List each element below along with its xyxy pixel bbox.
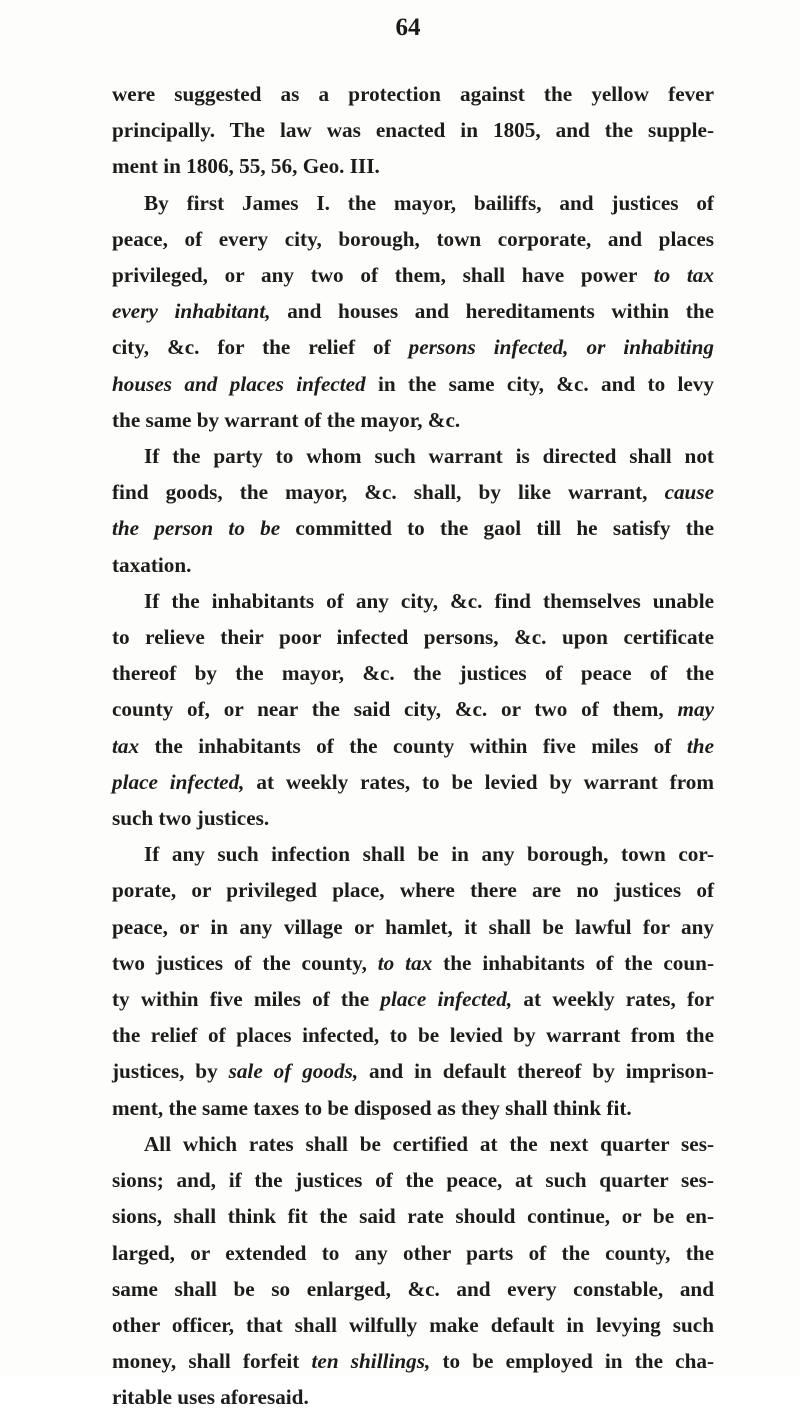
text-run: All which rates shall be certified at the next quarter ses- <box>144 1131 714 1156</box>
text-line <box>112 221 714 257</box>
text-run: the inhabitants of the county within five miles of <box>139 733 687 758</box>
text-run: the inhabitants of the coun- <box>432 950 714 975</box>
text-run: peace, or in any village or hamlet, it shall be lawful for any <box>112 914 714 939</box>
text-line <box>112 836 714 872</box>
text-line <box>112 1343 714 1379</box>
text-line <box>112 76 714 112</box>
text-line <box>112 800 714 836</box>
text-run: to be employed in the cha- <box>430 1349 714 1374</box>
text-run: money, shall forfeit <box>112 1349 312 1374</box>
text-run: If any such infection shall be in any borough, town cor- <box>144 842 714 867</box>
text-line <box>112 728 714 764</box>
italic-text: the person to be <box>112 516 281 541</box>
text-run: county of, or near the said city, &c. or two of them, <box>112 697 678 722</box>
text-line <box>112 366 714 402</box>
text-line <box>112 547 714 583</box>
text-line <box>112 1235 714 1271</box>
text-run: to relieve their poor infected persons, &c. upon certificate <box>112 625 714 650</box>
text-run: the relief of places infected, to be levied by warrant from the <box>112 1023 714 1048</box>
text-line <box>112 329 714 365</box>
text-line <box>112 1126 714 1162</box>
text-line <box>112 474 714 510</box>
text-line <box>112 1198 714 1234</box>
italic-text: tax <box>112 733 140 758</box>
text-run: If the inhabitants of any city, &c. find themselves unable <box>144 588 714 613</box>
text-run: and in default thereof by imprison- <box>358 1059 714 1084</box>
italic-text: ten shillings, <box>311 1349 431 1374</box>
italic-text: persons infected, or inhabiting <box>408 335 715 360</box>
italic-text: place infected, <box>112 769 245 794</box>
text-line <box>112 981 714 1017</box>
text-line <box>112 583 714 619</box>
text-run: larged, or extended to any other parts of the county, the <box>112 1240 714 1265</box>
text-line <box>112 185 714 221</box>
text-run: peace, of every city, borough, town corporate, and places <box>112 226 714 251</box>
text-run: ty within five miles of the <box>112 987 381 1012</box>
text-run: justices, by <box>112 1059 229 1084</box>
text-line <box>112 691 714 727</box>
italic-text: the <box>686 733 714 758</box>
page-number: 64 <box>395 14 421 41</box>
text-run: city, &c. for the relief of <box>112 335 409 360</box>
text-run: such two justices. <box>112 806 270 831</box>
text-line <box>112 510 714 546</box>
italic-text: to tax <box>653 263 714 288</box>
italic-text: houses and places infected <box>112 371 366 396</box>
text-run: sions, shall think fit the said rate should continue, or be en- <box>112 1204 714 1229</box>
text-run: find goods, the mayor, &c. shall, by like warrant, <box>112 480 665 505</box>
text-line <box>112 945 714 981</box>
text-line <box>112 655 714 691</box>
text-line <box>112 438 714 474</box>
text-run: in the same city, &c. and to levy <box>365 371 714 396</box>
body-text <box>112 76 714 1416</box>
italic-text: sale of goods, <box>228 1059 359 1084</box>
text-line <box>112 402 714 438</box>
text-run: By first James I. the mayor, bailiffs, and justices of <box>144 190 714 215</box>
text-line <box>112 619 714 655</box>
text-run: committed to the gaol till he satisfy the <box>280 516 714 541</box>
text-line <box>112 1379 714 1415</box>
text-line <box>112 1271 714 1307</box>
italic-text: place infected, <box>380 987 513 1012</box>
text-run: were suggested as a protection against the yellow fever <box>112 82 714 106</box>
text-line <box>112 1162 714 1198</box>
italic-text: cause <box>664 480 714 505</box>
text-run: and houses and hereditaments within the <box>270 299 715 324</box>
text-line <box>112 148 714 184</box>
text-run: porate, or privileged place, where there are no justices of <box>112 878 714 903</box>
text-run: same shall be so enlarged, &c. and every constable, and <box>112 1276 714 1301</box>
text-line <box>112 1307 714 1343</box>
italic-text: may <box>677 697 714 722</box>
text-run: ment, the same taxes to be disposed as they shall think fit. <box>112 1095 632 1120</box>
text-run: taxation. <box>112 552 192 577</box>
italic-text: every inhabitant, <box>112 299 271 324</box>
text-run: at weekly rates, to be levied by warrant from <box>244 769 714 794</box>
text-line <box>112 872 714 908</box>
text-line <box>112 909 714 945</box>
text-line <box>112 1017 714 1053</box>
text-line <box>112 112 714 148</box>
italic-text: to tax <box>377 950 433 975</box>
text-line <box>112 764 714 800</box>
text-run: privileged, or any two of them, shall have power <box>112 263 654 288</box>
text-line <box>112 1090 714 1126</box>
text-run: ritable uses aforesaid. <box>112 1385 309 1410</box>
text-line <box>112 293 714 329</box>
text-line <box>112 257 714 293</box>
text-run: two justices of the county, <box>112 950 378 975</box>
text-run: thereof by the mayor, &c. the justices of peace of the <box>112 661 714 686</box>
text-run: ment in 1806, 55, 56, Geo. III. <box>112 154 380 179</box>
text-run: other officer, that shall wilfully make default in levying such <box>112 1312 714 1337</box>
text-run: If the party to whom such warrant is directed shall not <box>144 444 714 469</box>
text-run: at weekly rates, for <box>512 987 714 1012</box>
text-run: principally. The law was enacted in 1805, and the supple- <box>112 118 714 143</box>
text-run: the same by warrant of the mayor, &c. <box>112 407 461 432</box>
text-run: sions; and, if the justices of the peace, at such quarter ses- <box>112 1168 714 1193</box>
text-line <box>112 1053 714 1089</box>
